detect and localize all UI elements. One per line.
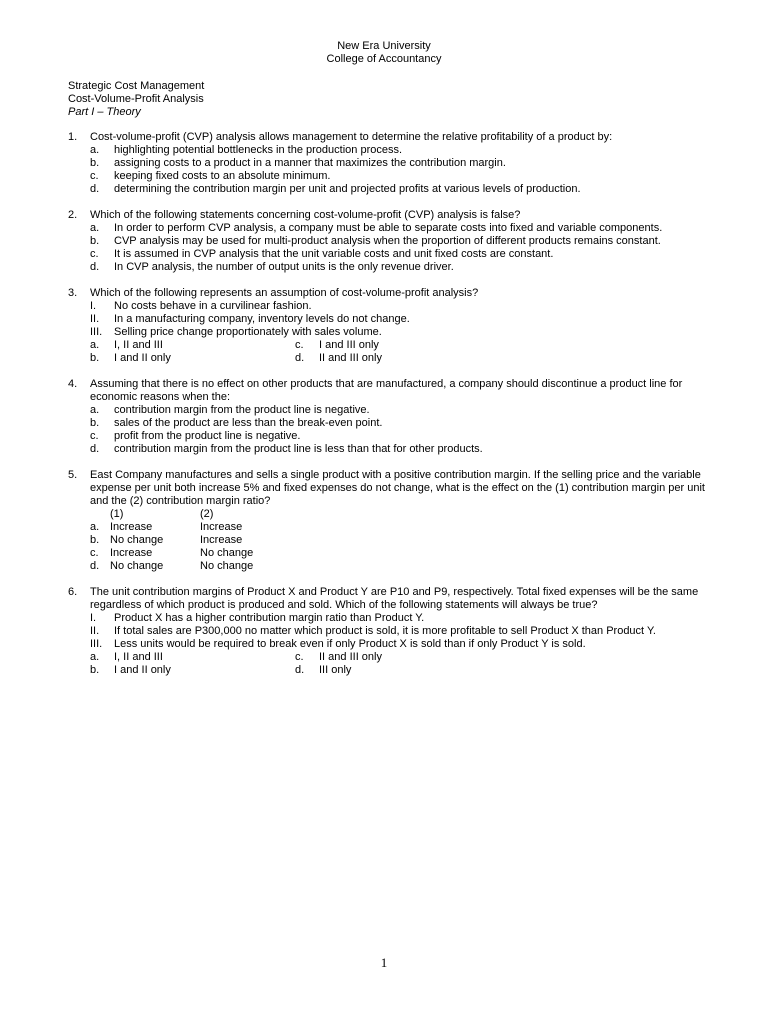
option-text: sales of the product are less than the break-even point.: [114, 417, 383, 429]
cell-col1: Increase: [110, 547, 153, 559]
choice: [90, 664, 295, 677]
option: [68, 157, 708, 170]
row-label: a.: [90, 521, 100, 533]
option-label: c.: [90, 430, 99, 442]
option-text: keeping fixed costs to an absolute minimum.: [114, 170, 331, 182]
choice: [295, 664, 500, 677]
table-row: [90, 560, 708, 573]
choice-text: I and III only: [319, 339, 379, 351]
question-number: 2.: [68, 209, 78, 221]
choice-label: b.: [90, 352, 100, 364]
question-stem: Cost-volume-profit (CVP) analysis allows management to determine the relative profitability of a product by:: [90, 131, 613, 143]
choice-text: II and III only: [319, 352, 382, 364]
choice: [295, 651, 500, 664]
cell-col2: Increase: [200, 521, 243, 533]
option: [68, 170, 708, 183]
choice: [90, 339, 295, 352]
statement-text: Product X has a higher contribution margin ratio than Product Y.: [114, 612, 425, 624]
option-text: profit from the product line is negative.: [114, 430, 301, 442]
option-text: highlighting potential bottlenecks in the production process.: [114, 144, 403, 156]
page-number: 1: [380, 955, 388, 970]
choice-text: I and II only: [114, 664, 171, 676]
choice-label: b.: [90, 664, 100, 676]
question-stem: East Company manufactures and sells a single product with a positive contribution margin. If the selling price and the variable expense per unit both increase 5% and fixed expenses do not change, what is the effect on the (1) contribution margin per unit and the (2) contribution margin ratio?: [90, 469, 705, 507]
question-stem: Assuming that there is no effect on other products that are manufactured, a company should discontinue a product line for economic reasons when the:: [90, 378, 683, 403]
option-label: b.: [90, 417, 100, 429]
statement-label: I.: [90, 612, 97, 624]
table-row: [90, 534, 708, 547]
choice-row: [68, 664, 708, 677]
statement-text: No costs behave in a curvilinear fashion.: [114, 300, 312, 312]
option: [68, 404, 708, 417]
statement-text: Less units would be required to break even if only Product X is sold than if only Product Y is sold.: [114, 638, 586, 650]
choice-label: d.: [295, 664, 305, 676]
statement: [68, 326, 708, 339]
option: [68, 235, 708, 248]
option: [68, 248, 708, 261]
statement: [68, 313, 708, 326]
option: [68, 144, 708, 157]
choice: [90, 651, 295, 664]
option-text: assigning costs to a product in a manner that maximizes the contribution margin.: [114, 157, 506, 169]
statement: [68, 638, 708, 651]
university-name: New Era University: [337, 40, 431, 52]
option-label: d.: [90, 183, 100, 195]
question-number: 5.: [68, 469, 78, 481]
option-label: a.: [90, 144, 100, 156]
row-label: b.: [90, 534, 100, 546]
option-text: In CVP analysis, the number of output units is the only revenue driver.: [114, 261, 454, 273]
option-label: c.: [90, 170, 99, 182]
question-3: [68, 287, 708, 365]
statement-label: III.: [90, 326, 103, 338]
statement-label: II.: [90, 313, 100, 325]
column-header-1: (1): [110, 508, 124, 520]
option: [68, 443, 708, 456]
question-4: [68, 378, 708, 456]
choice-text: II and III only: [319, 651, 382, 663]
option-label: a.: [90, 404, 100, 416]
cell-col2: No change: [200, 547, 254, 559]
question-number: 6.: [68, 586, 78, 598]
college-name: College of Accountancy: [326, 53, 442, 65]
choice-label: c.: [295, 339, 304, 351]
choice-text: III only: [319, 664, 352, 676]
statement: [68, 625, 708, 638]
course-topic: Cost-Volume-Profit Analysis: [68, 93, 204, 105]
course-subject: Strategic Cost Management: [68, 80, 205, 92]
choice-row: [68, 352, 708, 365]
choice-text: I, II and III: [114, 339, 163, 351]
question-6: [68, 586, 708, 677]
question-5: [68, 469, 708, 573]
option-label: d.: [90, 443, 100, 455]
option-label: d.: [90, 261, 100, 273]
choice-text: I and II only: [114, 352, 171, 364]
option-label: b.: [90, 235, 100, 247]
choice-text: I, II and III: [114, 651, 163, 663]
part-title: Part I – Theory: [68, 106, 141, 118]
cell-col1: No change: [110, 560, 164, 572]
option: [68, 430, 708, 443]
choice: [295, 352, 500, 365]
statement-label: III.: [90, 638, 103, 650]
option-label: b.: [90, 157, 100, 169]
option: [68, 222, 708, 235]
question-stem: The unit contribution margins of Product X and Product Y are P10 and P9, respectively. Total fixed expenses will be the same regardless of which product is produced and sold. Which of the following statements will always be true?: [90, 586, 699, 611]
option-text: In order to perform CVP analysis, a company must be able to separate costs into fixed and variable components.: [114, 222, 663, 234]
question-number: 3.: [68, 287, 78, 299]
question-number: 4.: [68, 378, 78, 390]
answer-table: [68, 508, 708, 573]
course-info: [68, 80, 204, 119]
cell-col2: Increase: [200, 534, 243, 546]
cell-col1: No change: [110, 534, 164, 546]
option-label: c.: [90, 248, 99, 260]
statement: [68, 612, 708, 625]
question-stem: Which of the following represents an assumption of cost-volume-profit analysis?: [90, 287, 479, 299]
choice-label: d.: [295, 352, 305, 364]
row-label: d.: [90, 560, 100, 572]
document-header: [0, 40, 768, 66]
table-header: [90, 508, 708, 521]
statement: [68, 300, 708, 313]
option-label: a.: [90, 222, 100, 234]
cell-col1: Increase: [110, 521, 153, 533]
question-2: [68, 209, 708, 274]
statement-text: In a manufacturing company, inventory levels do not change.: [114, 313, 410, 325]
column-header-2: (2): [200, 508, 214, 520]
table-row: [90, 547, 708, 560]
question-number: 1.: [68, 131, 78, 143]
question-list: [68, 131, 708, 690]
statement-text: Selling price change proportionately with sales volume.: [114, 326, 382, 338]
option-text: contribution margin from the product line is less than that for other products.: [114, 443, 483, 455]
choice-row: [68, 339, 708, 352]
option: [68, 417, 708, 430]
choice-row: [68, 651, 708, 664]
option-text: determining the contribution margin per unit and projected profits at various levels of production.: [114, 183, 581, 195]
option-text: CVP analysis may be used for multi-product analysis when the proportion of different products remains constant.: [114, 235, 661, 247]
choice-label: a.: [90, 651, 100, 663]
question-stem: Which of the following statements concerning cost-volume-profit (CVP) analysis is false?: [90, 209, 521, 221]
choice: [90, 352, 295, 365]
question-1: [68, 131, 708, 196]
option: [68, 261, 708, 274]
statement-label: I.: [90, 300, 97, 312]
option-text: It is assumed in CVP analysis that the unit variable costs and unit fixed costs are constant.: [114, 248, 554, 260]
choice: [295, 339, 500, 352]
choice-label: c.: [295, 651, 304, 663]
cell-col2: No change: [200, 560, 254, 572]
option: [68, 183, 708, 196]
table-row: [90, 521, 708, 534]
statement-text: If total sales are P300,000 no matter which product is sold, it is more profitable to sell Product X than Product Y.: [114, 625, 656, 637]
row-label: c.: [90, 547, 99, 559]
statement-label: II.: [90, 625, 100, 637]
option-text: contribution margin from the product line is negative.: [114, 404, 370, 416]
choice-label: a.: [90, 339, 100, 351]
